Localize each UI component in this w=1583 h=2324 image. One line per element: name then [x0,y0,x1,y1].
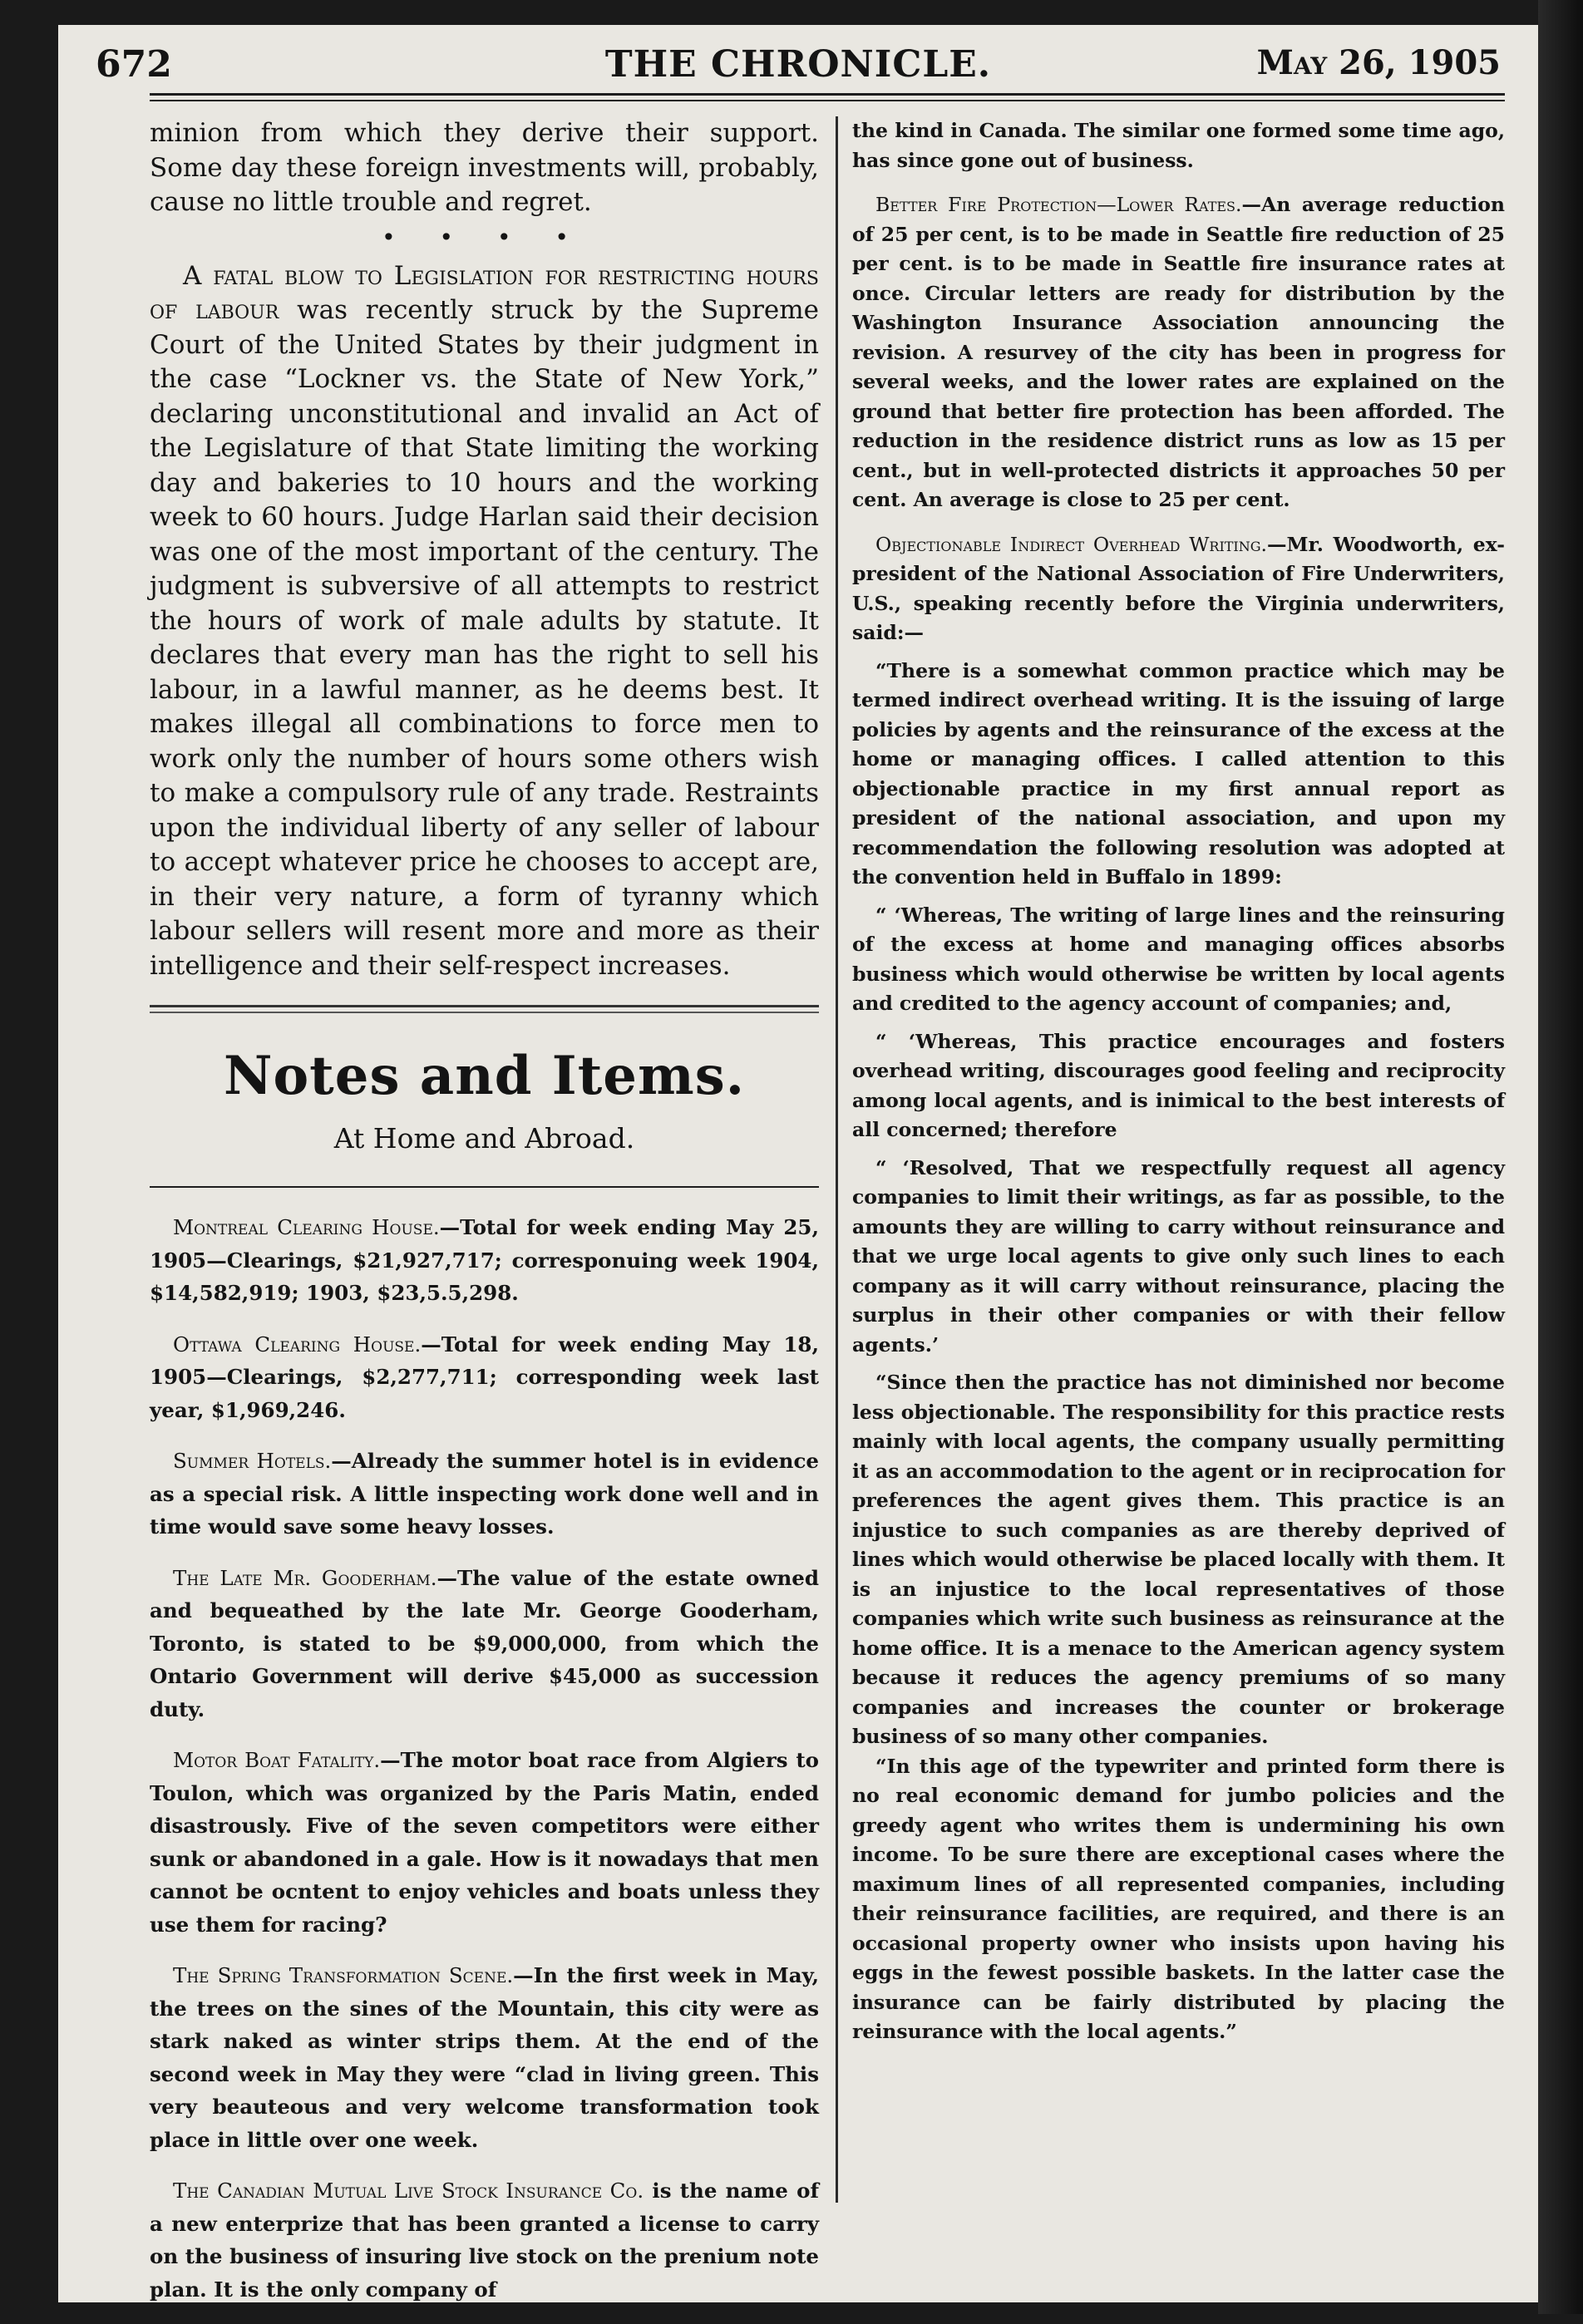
paragraph-lead: A fatal blow to Legislation for restricting hours of labour [150,260,819,325]
issue-date: May 26, 1905 [1256,43,1501,82]
editorial-paragraph [150,259,819,984]
quote-paragraph: “There is a somewhat common practice which may be termed indirect overhead writing. It is the issuing of large policies by agents and the reinsurance of the excess at the home or managing offices. I called attention to this objectionable practice in my first annual report as president of the national association, and upon my recommendation the following resolution was adopted at the convention held in Buffalo in 1899: [852,658,1505,889]
item-body: —Already the summer hotel is in evidence as a special risk. A little inspecting work done well and in time would save some heavy losses. [150,1449,819,1539]
publication-title: THE CHRONICLE. [604,43,992,86]
news-item [852,190,1505,515]
news-item [150,1959,819,2156]
section-dots: • • • • [382,223,587,251]
item-body: —The motor boat race from Algiers to Toulon, which was organized by the Paris Matin, ended disastrously. Five of the seven competitors were either sunk or abandoned in a gale. How is it nowadays that men cannot be ocntent to enjoy vehicles and boats unless they use them for racing? [150,1748,819,1937]
item-lead: The Spring Transformation Scene. [173,1963,514,1987]
item-body: —Total for week ending May 18, 1905—Clearings, $2,277,711; corresponding week last year, $1,969,246. [150,1332,819,1422]
item-lead: The Canadian Mutual Live Stock Insurance Co. [173,2179,644,2203]
quote-paragraph: “In this age of the typewriter and printed form there is no real economic demand for jumbo policies and the greedy agent who writes them is undermining his own income. To be sure there are exceptional cases where the maximum lines of all represented companies, including their reinsurance facilities, are required, and there is an occasional property owner who insists upon having his eggs in the fewest possible baskets. In the latter case the insurance can be fairly distributed by placing the reinsurance with the local agents.” [852,1754,1505,2043]
news-item [150,2174,819,2306]
quote-paragraph: “Since then the practice has not diminished nor become less objectionable. The responsibility for this practice rests mainly with local agents, the company usually permitting it as an accommodation to the agent or in reciprocation for preferences the agent gives them. This practice is an injustice to such companies as are thereby deprived of lines which would otherwise be placed locally with them. It is an injustice to the local representatives of those companies which write such business as reinsurance at the home office. It is a menace to the American agency system because it reduces the agency premiums of so many companies and increases the counter or brokerage business of so many other companies. [852,1371,1505,1748]
left-column [150,116,819,2324]
item-lead: The Late Mr. Gooderham. [173,1565,437,1590]
item-body: —The value of the estate owned and bequeathed by the late Mr. George Gooderham, Toronto, is stated to be $9,000,000, from which the Ontario Government will derive $45,000 as succession duty. [150,1565,819,1721]
item-body: is the name of a new enterprize that has been granted a license to carry on the business of insuring live stock on the prenium note plan. It is the only company of [150,2179,820,2302]
news-item [150,1211,819,1310]
news-item [150,1744,819,1941]
item-lead: Montreal Clearing House. [173,1215,440,1239]
right-column [852,116,1505,2047]
item-lead: Better Fire Protection—Lower Rates. [875,193,1242,216]
quote-paragraph: “ ‘Whereas, This practice encourages and fosters overhead writing, discourages good feeling and reciprocity among local agents, and is inimical to the best interests of all concerned; therefore [852,1029,1505,1141]
item-lead: Objectionable Indirect Overhead Writing. [875,532,1268,556]
scan-edge [1538,0,1583,2314]
item-lead: Motor Boat Fatality. [173,1748,381,1772]
news-item [150,1445,819,1544]
paragraph-body: was recently struck by the Supreme Court of the United States by their judgment in the case “Lockner vs. the State of New York,” declaring unconstitutional and invalid an Act of the Legislature of that State limiting the working day and bakeries to 10 hours and the working week to 60 hours. Judge Harlan said their decision was one of the most important of the century. The judgment is subversive of all attempts to restrict the hours of work of male adults by statute. It declares that every man has the right to sell his labour, in a lawful manner, as he deems best. It makes illegal all combinations to force men to work only the number of hours some others wish to make a compulsory rule of any trade. Restraints upon the individual liberty of any seller of labour to accept whatever price he chooses to accept are, in their very nature, a form of tyranny which labour sellers will resent more and more as their intelligence and their self-respect increases. [150,295,819,981]
news-item [150,1328,819,1427]
item-body: —Mr. Woodworth, ex-president of the National Association of Fire Underwriters, U.S., speaking recently before the Virginia underwriters, said:— [852,532,1505,644]
page-number: 672 [96,43,172,86]
editorial-paragraph: minion from which they derive their support. Some day these foreign investments will, probably, cause no little trouble and regret. [150,118,819,217]
item-lead: Ottawa Clearing House. [173,1332,422,1356]
news-item [150,1562,819,1726]
notes-rule [150,1186,819,1188]
item-lead: Summer Hotels. [173,1449,332,1473]
notes-subheading: At Home and Abroad. [333,1122,635,1155]
page-header [96,40,1501,98]
item-body: —An average reduction of 25 per cent, is to be made in Seattle fire reduction of 25 per cent. is to be made in Seattle fire insurance rates at once. Circular letters are ready for distribution by the Washington Insurance Association announcing the revision. A resurvey of the city has been in progress for several weeks, and the lower rates are explained on the ground that better fire protection has been afforded. The reduction in the residence district runs as low as 15 per cent., but in well-protected districts it approaches 50 per cent. An average is close to 25 per cent. [852,193,1505,511]
item-body: —In the first week in May, the trees on the sines of the Mountain, this city were as stark naked as winter strips them. At the end of the second week in May they were “clad in living green. This very beauteous and very welcome transformation took place in little over one week. [150,1963,819,2152]
editorial-section [150,116,819,983]
item-body: —Total for week ending May 25, 1905—Clearings, $21,927,717; corresponuing week 1904, $14,582,919; 1903, $23,5.5,298. [150,1215,819,1305]
section-divider [150,1005,819,1028]
header-rule [150,93,1505,96]
news-item [852,530,1505,648]
notes-heading: Notes and Items. [223,1045,746,1107]
quote-paragraph: “ ‘Whereas, The writing of large lines and the reinsuring of the excess at home and managing offices absorbs business which would otherwise be written by local agents and credited to the agency account of companies; and, [852,903,1505,1015]
continued-paragraph: the kind in Canada. The similar one formed some time ago, has since gone out of business. [852,119,1505,172]
quote-paragraph: “ ‘Resolved, That we respectfully request all agency companies to limit their writings, as far as possible, to the amounts they are willing to carry without reinsurance and that we urge local agents to give only such lines to each company as it will carry without reinsurance, placing the surplus in their other companies or with their fellow agents.’ [852,1155,1505,1356]
header-rule-2 [150,100,1505,101]
column-divider [836,116,838,2203]
